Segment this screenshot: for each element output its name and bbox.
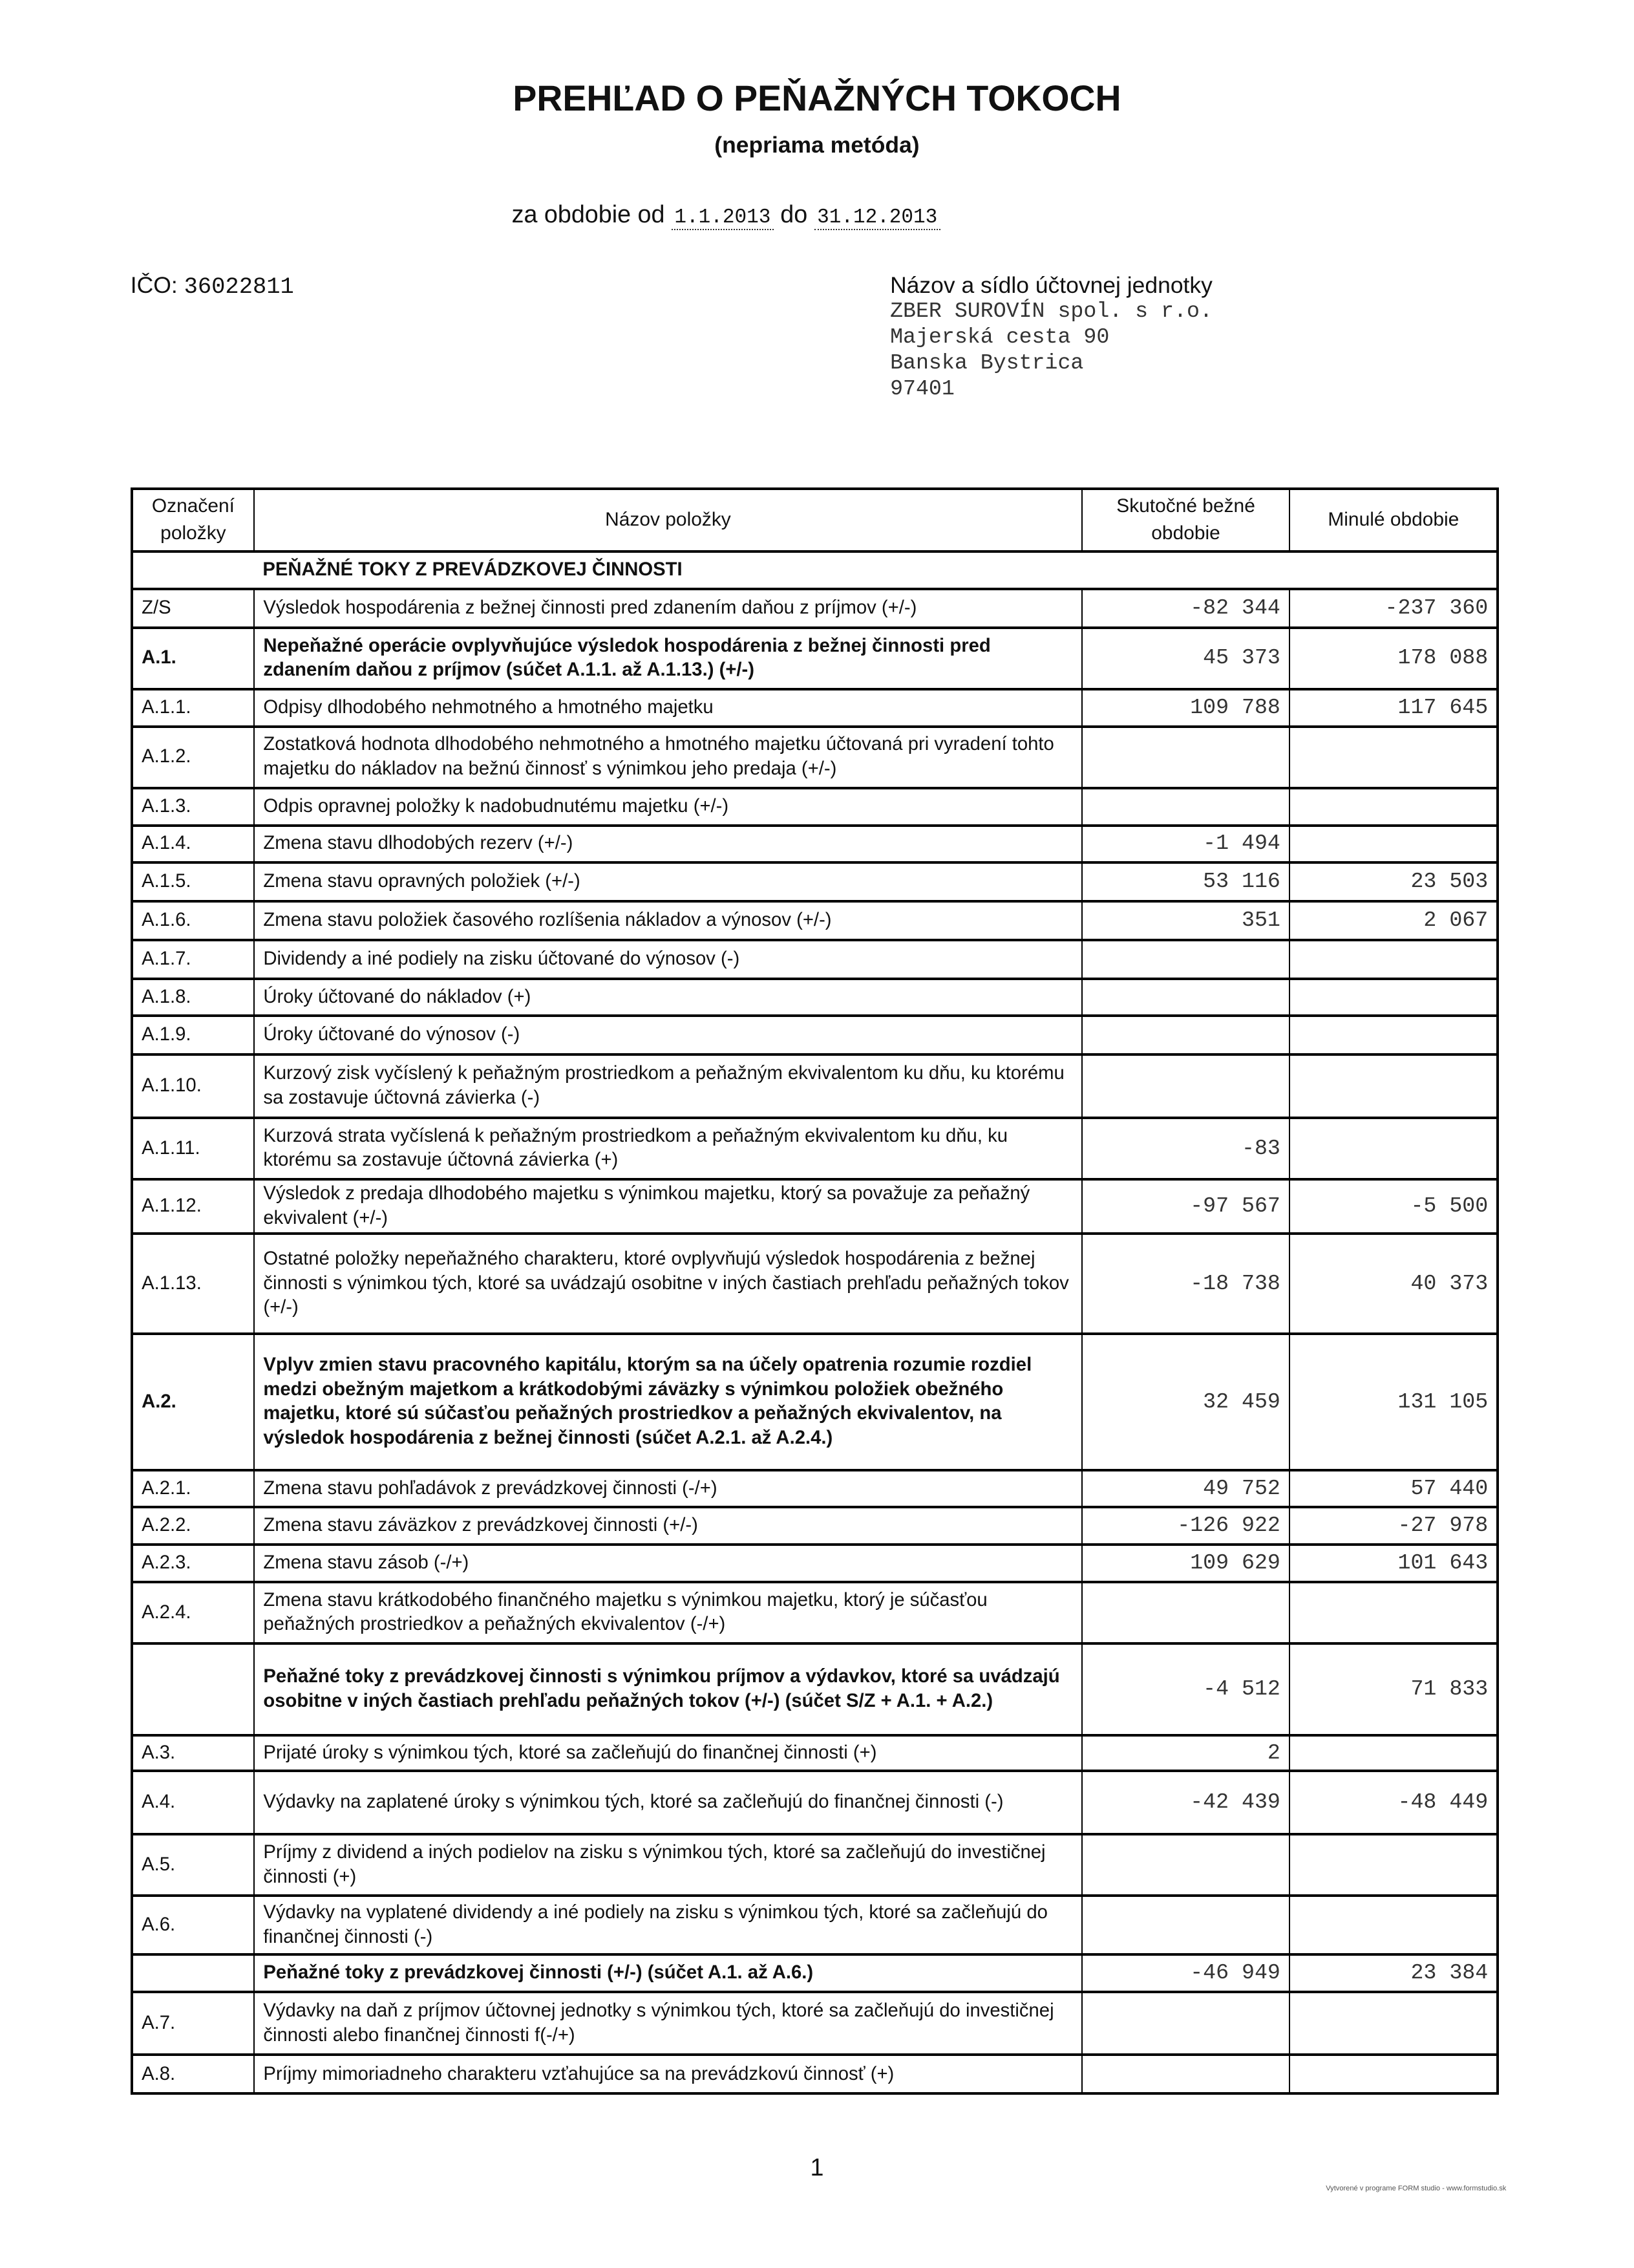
row-code: A.2.1.: [132, 1470, 254, 1508]
row-code: A.1.12.: [132, 1179, 254, 1234]
row-prior: [1289, 788, 1498, 826]
table-row: [132, 1179, 1498, 1234]
org-name: ZBER SUROVÍN spol. s r.o.: [890, 299, 1213, 324]
row-name: Výdavky na daň z príjmov účtovnej jednotky s výnimkou tých, ktoré sa začleňujú do investičnej činnosti alebo finančnej činnosti f(-/+): [254, 1992, 1082, 2055]
row-prior: [1289, 1896, 1498, 1954]
row-code: A.2.: [132, 1334, 254, 1470]
row-code: A.1.9.: [132, 1016, 254, 1054]
row-current: [1082, 2055, 1289, 2093]
row-prior: 131 105: [1289, 1334, 1498, 1470]
row-name: Výdavky na vyplatené dividendy a iné podiely na zisku s výnimkou tých, ktoré sa začleňujú do finančnej činnosti (-): [254, 1896, 1082, 1954]
row-prior: [1289, 1054, 1498, 1118]
row-prior: 101 643: [1289, 1545, 1498, 1582]
row-code: A.2.3.: [132, 1545, 254, 1582]
table-row: [132, 1834, 1498, 1896]
row-name: Vplyv zmien stavu pracovného kapitálu, ktorým sa na účely opatrenia rozumie rozdiel medzi obežným majetkom a krátkodobými záväzky s výnimkou položiek obežného majetku, ktoré sú súčasťou peňažných prostriedkov a peňažných ekvivalentov, na výsledok hospodárenia z bežnej činnosti (súčet A.2.1. až A.2.4.): [254, 1334, 1082, 1470]
row-current: -18 738: [1082, 1234, 1289, 1334]
row-current: [1082, 1834, 1289, 1896]
ico-value: 36022811: [184, 273, 294, 301]
row-prior: [1289, 2055, 1498, 2093]
row-prior: -27 978: [1289, 1507, 1498, 1545]
row-prior: [1289, 826, 1498, 863]
row-code: A.1.13.: [132, 1234, 254, 1334]
row-prior: [1289, 1992, 1498, 2055]
row-prior: [1289, 1834, 1498, 1896]
row-current: [1082, 1582, 1289, 1643]
period-line: [512, 200, 940, 229]
row-code: A.2.4.: [132, 1582, 254, 1643]
table-row: [132, 1470, 1498, 1508]
table-row: [132, 2055, 1498, 2093]
row-name: Peňažné toky z prevádzkovej činnosti (+/-) (súčet A.1. až A.6.): [254, 1954, 1082, 1992]
period-from: 1.1.2013: [672, 206, 774, 230]
table-row: [132, 727, 1498, 788]
row-prior: [1289, 1582, 1498, 1643]
row-name: Peňažné toky z prevádzkovej činnosti s výnimkou príjmov a výdavkov, ktoré sa uvádzajú osobitne v iných častiach prehľadu peňažných tokov (+/-) (súčet S/Z + A.1. + A.2.): [254, 1643, 1082, 1735]
row-current: 351: [1082, 901, 1289, 940]
row-current: -42 439: [1082, 1771, 1289, 1834]
row-prior: 23 384: [1289, 1954, 1498, 1992]
row-prior: 40 373: [1289, 1234, 1498, 1334]
row-name: Zmena stavu zásob (-/+): [254, 1545, 1082, 1582]
row-current: 109 788: [1082, 689, 1289, 727]
row-prior: 23 503: [1289, 862, 1498, 901]
row-code: A.8.: [132, 2055, 254, 2093]
table-row: [132, 788, 1498, 826]
row-current: 53 116: [1082, 862, 1289, 901]
org-zip: 97401: [890, 376, 955, 401]
section-title: PEŇAŽNÉ TOKY Z PREVÁDZKOVEJ ČINNOSTI: [254, 551, 1498, 589]
row-current: 45 373: [1082, 628, 1289, 689]
table-row: [132, 689, 1498, 727]
row-current: -83: [1082, 1118, 1289, 1179]
row-name: Zmena stavu krátkodobého finančného majetku s výnimkou majetku, ktorý je súčasťou peňažných prostriedkov a peňažných ekvivalentov (-/+): [254, 1582, 1082, 1643]
table-row: [132, 1118, 1498, 1179]
row-name: Prijaté úroky s výnimkou tých, ktoré sa začleňujú do finančnej činnosti (+): [254, 1735, 1082, 1771]
document-title: PREHĽAD O PEŇAŽNÝCH TOKOCH: [513, 78, 1121, 118]
row-current: 109 629: [1082, 1545, 1289, 1582]
row-current: [1082, 940, 1289, 979]
row-prior: 2 067: [1289, 901, 1498, 940]
period-prefix: za obdobie od: [511, 200, 665, 228]
row-code: A.7.: [132, 1992, 254, 2055]
org-label: Názov a sídlo účtovnej jednotky: [890, 272, 1213, 299]
row-code: A.1.4.: [132, 826, 254, 863]
row-code: A.1.6.: [132, 901, 254, 940]
row-code: A.1.11.: [132, 1118, 254, 1179]
table-row: [132, 1016, 1498, 1054]
row-current: -82 344: [1082, 589, 1289, 628]
table-row: [132, 628, 1498, 689]
page-number: 1: [810, 2153, 824, 2181]
row-code: A.1.5.: [132, 862, 254, 901]
row-current: [1082, 1896, 1289, 1954]
table-row: [132, 1234, 1498, 1334]
row-prior: -48 449: [1289, 1771, 1498, 1834]
row-current: [1082, 979, 1289, 1016]
row-code: A.1.7.: [132, 940, 254, 979]
table-row: [132, 1896, 1498, 1954]
row-prior: 57 440: [1289, 1470, 1498, 1508]
row-code: A.1.10.: [132, 1054, 254, 1118]
row-prior: 71 833: [1289, 1643, 1498, 1735]
ico-label: IČO:: [130, 272, 178, 299]
row-name: Výsledok hospodárenia z bežnej činnosti pred zdanením daňou z príjmov (+/-): [254, 589, 1082, 628]
table-row: [132, 862, 1498, 901]
table-row: [132, 940, 1498, 979]
row-prior: 117 645: [1289, 689, 1498, 727]
row-code: A.1.3.: [132, 788, 254, 826]
row-name: Ostatné položky nepeňažného charakteru, ktoré ovplyvňujú výsledok hospodárenia z bežnej činnosti s výnimkou tých, ktoré sa uvádzajú osobitne v iných častiach prehľadu peňažných tokov (+/-): [254, 1234, 1082, 1334]
cashflow-table: [131, 487, 1500, 2095]
row-name: Odpis opravnej položky k nadobudnutému majetku (+/-): [254, 788, 1082, 826]
row-current: -46 949: [1082, 1954, 1289, 1992]
table-row: [132, 1507, 1498, 1545]
table-row: [132, 1954, 1498, 1992]
header-code: Označení položky: [132, 489, 254, 551]
table-row: [132, 979, 1498, 1016]
row-code: A.4.: [132, 1771, 254, 1834]
row-current: 2: [1082, 1735, 1289, 1771]
row-prior: -237 360: [1289, 589, 1498, 628]
table-row: [132, 1643, 1498, 1735]
row-prior: [1289, 727, 1498, 788]
row-prior: 178 088: [1289, 628, 1498, 689]
ico-block: [131, 272, 294, 300]
row-code: A.6.: [132, 1896, 254, 1954]
row-name: Zmena stavu opravných položiek (+/-): [254, 862, 1082, 901]
row-current: [1082, 1016, 1289, 1054]
row-name: Kurzový zisk vyčíslený k peňažným prostriedkom a peňažným ekvivalentom ku dňu, ku ktorému sa zostavuje účtovná závierka (-): [254, 1054, 1082, 1118]
row-current: 49 752: [1082, 1470, 1289, 1508]
footer-note: Vytvorené v programe FORM studio - www.formstudio.sk: [1326, 2185, 1507, 2193]
row-current: -126 922: [1082, 1507, 1289, 1545]
row-code: A.2.2.: [132, 1507, 254, 1545]
row-prior: [1289, 940, 1498, 979]
org-street: Majerská cesta 90: [890, 325, 1110, 350]
table-row: [132, 901, 1498, 940]
table-row: [132, 1771, 1498, 1834]
table-row: [132, 1334, 1498, 1470]
row-code: A.1.: [132, 628, 254, 689]
row-code: A.1.2.: [132, 727, 254, 788]
row-prior: [1289, 979, 1498, 1016]
row-name: Zmena stavu dlhodobých rezerv (+/-): [254, 826, 1082, 863]
row-name: Výdavky na zaplatené úroky s výnimkou tých, ktoré sa začleňujú do finančnej činnosti (-): [254, 1771, 1082, 1834]
row-current: 32 459: [1082, 1334, 1289, 1470]
row-code: Z/S: [132, 589, 254, 628]
row-current: [1082, 1992, 1289, 2055]
row-name: Príjmy mimoriadneho charakteru vzťahujúce sa na prevádzkovú činnosť (+): [254, 2055, 1082, 2093]
row-current: -97 567: [1082, 1179, 1289, 1234]
table-row: [132, 1992, 1498, 2055]
org-block: [890, 272, 1213, 402]
table-row: [132, 589, 1498, 628]
row-current: -1 494: [1082, 826, 1289, 863]
row-name: Úroky účtované do výnosov (-): [254, 1016, 1082, 1054]
row-name: Nepeňažné operácie ovplyvňujúce výsledok hospodárenia z bežnej činnosti pred zdanením daňou z príjmov (súčet A.1.1. až A.1.13.) (+/-): [254, 628, 1082, 689]
table-row: [132, 1545, 1498, 1582]
row-prior: -5 500: [1289, 1179, 1498, 1234]
row-prior: [1289, 1735, 1498, 1771]
row-name: Odpisy dlhodobého nehmotného a hmotného majetku: [254, 689, 1082, 727]
row-prior: [1289, 1118, 1498, 1179]
table-row: [132, 1582, 1498, 1643]
row-name: Kurzová strata vyčíslená k peňažným prostriedkom a peňažným ekvivalentom ku dňu, ku ktorému sa zostavuje účtovná závierka (+): [254, 1118, 1082, 1179]
row-name: Zostatková hodnota dlhodobého nehmotného a hmotného majetku účtovaná pri vyradení tohto majetku do nákladov na bežnú činnosť s výnimkou jeho predaja (+/-): [254, 727, 1082, 788]
row-code: [132, 1954, 254, 1992]
row-name: Dividendy a iné podiely na zisku účtované do výnosov (-): [254, 940, 1082, 979]
header-name: Názov položky: [254, 489, 1082, 551]
header-current: Skutočné bežné obdobie: [1082, 489, 1289, 551]
header-prior: Minulé obdobie: [1289, 489, 1498, 551]
table-row: [132, 826, 1498, 863]
row-code: A.5.: [132, 1834, 254, 1896]
row-code: [132, 1643, 254, 1735]
row-name: Zmena stavu položiek časového rozlíšenia nákladov a výnosov (+/-): [254, 901, 1082, 940]
row-name: Príjmy z dividend a iných podielov na zisku s výnimkou tých, ktoré sa začleňujú do investičnej činnosti (+): [254, 1834, 1082, 1896]
table-row: [132, 1735, 1498, 1771]
row-code: A.1.1.: [132, 689, 254, 727]
table-row: [132, 1054, 1498, 1118]
row-current: [1082, 788, 1289, 826]
row-code: A.1.8.: [132, 979, 254, 1016]
row-name: Zmena stavu pohľadávok z prevádzkovej činnosti (-/+): [254, 1470, 1082, 1508]
row-name: Výsledok z predaja dlhodobého majetku s výnimkou majetku, ktorý sa považuje za peňažný ekvivalent (+/-): [254, 1179, 1082, 1234]
period-mid: do: [780, 200, 808, 228]
period-to: 31.12.2013: [814, 206, 940, 230]
org-city: Banska Bystrica: [890, 350, 1084, 376]
row-current: [1082, 727, 1289, 788]
row-code: A.3.: [132, 1735, 254, 1771]
row-current: [1082, 1054, 1289, 1118]
row-current: -4 512: [1082, 1643, 1289, 1735]
row-name: Úroky účtované do nákladov (+): [254, 979, 1082, 1016]
row-name: Zmena stavu záväzkov z prevádzkovej činnosti (+/-): [254, 1507, 1082, 1545]
document-subtitle: (nepriama metóda): [714, 132, 920, 158]
row-prior: [1289, 1016, 1498, 1054]
